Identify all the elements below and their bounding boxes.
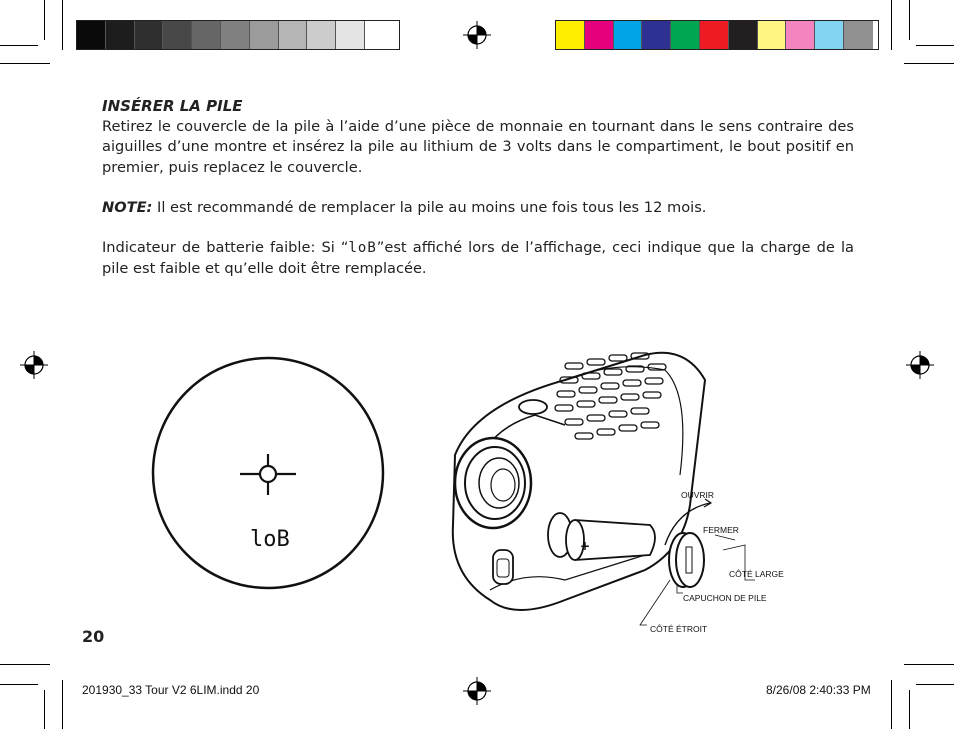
registration-target-left — [20, 351, 48, 379]
battery-text-after: ”est affiché lors de l’affichage, ceci indique que la charge de la pile est faible et qu’elle doit être remplacée. — [102, 239, 854, 277]
eyepiece — [455, 438, 531, 528]
battery-minus: – — [620, 549, 626, 563]
process-color-swatch — [700, 21, 729, 49]
viewfinder-illustration — [150, 355, 386, 591]
label-wide-side: CÔTÉ LARGE — [729, 569, 784, 579]
label-close: FERMER — [703, 525, 739, 535]
grayscale-swatch — [250, 21, 279, 49]
label-open: OUVRIR — [681, 490, 715, 500]
page-number: 20 — [82, 627, 105, 646]
process-color-swatch — [556, 21, 585, 49]
process-color-swatch — [729, 21, 758, 49]
process-color-swatch — [758, 21, 787, 49]
grayscale-swatch — [77, 21, 106, 49]
grayscale-swatch — [279, 21, 308, 49]
low-battery-symbol: loB — [348, 240, 377, 256]
battery-cap — [669, 533, 704, 587]
process-color-swatch — [786, 21, 815, 49]
process-color-swatch — [671, 21, 700, 49]
grayscale-swatch — [135, 21, 164, 49]
process-color-swatch — [642, 21, 671, 49]
process-color-swatch — [585, 21, 614, 49]
mode-button — [493, 550, 513, 584]
note-text: Il est recommandé de remplacer la pile au moins une fois tous les 12 mois. — [152, 199, 707, 216]
battery-plus: + — [580, 539, 591, 553]
process-color-swatch — [614, 21, 643, 49]
battery-indicator-paragraph — [102, 238, 854, 279]
section-body: Retirez le couvercle de la pile à l’aide d’une pièce de monnaie en tournant dans le sens contraire des aiguilles d’une montre et insérez la pile au lithium de 3 volts dans le compartiment, le bout positif en premier, puis replacez le couvercle. — [102, 117, 854, 176]
note-label: NOTE: — [102, 199, 153, 216]
label-narrow-side: CÔTÉ ÉTROIT — [650, 624, 708, 634]
section-insert-battery — [102, 96, 854, 178]
grayscale-bar — [76, 20, 400, 50]
grayscale-swatch — [336, 21, 365, 49]
note-paragraph — [102, 198, 854, 219]
battery-text-before: Indicateur de batterie faible: Si “ — [102, 239, 349, 256]
slug-timestamp: 8/26/08 2:40:33 PM — [766, 683, 871, 697]
grayscale-swatch — [163, 21, 192, 49]
process-color-swatch — [815, 21, 844, 49]
grayscale-swatch — [106, 21, 135, 49]
grayscale-swatch — [221, 21, 250, 49]
label-battery-cap: CAPUCHON DE PILE — [683, 593, 767, 603]
rangefinder-diagram — [415, 335, 790, 635]
grayscale-swatch — [192, 21, 221, 49]
section-heading: INSÉRER LA PILE — [102, 97, 243, 115]
process-color-swatch — [844, 21, 873, 49]
power-button — [519, 400, 547, 414]
process-color-bar — [555, 20, 879, 50]
viewfinder-display: loB — [250, 527, 290, 552]
registration-target-right — [906, 351, 934, 379]
registration-target-bottom — [463, 677, 491, 705]
registration-target-top — [463, 21, 491, 49]
slug-filename: 201930_33 Tour V2 6LIM.indd 20 — [82, 683, 260, 697]
grayscale-swatch — [307, 21, 336, 49]
grayscale-swatch — [365, 21, 394, 49]
